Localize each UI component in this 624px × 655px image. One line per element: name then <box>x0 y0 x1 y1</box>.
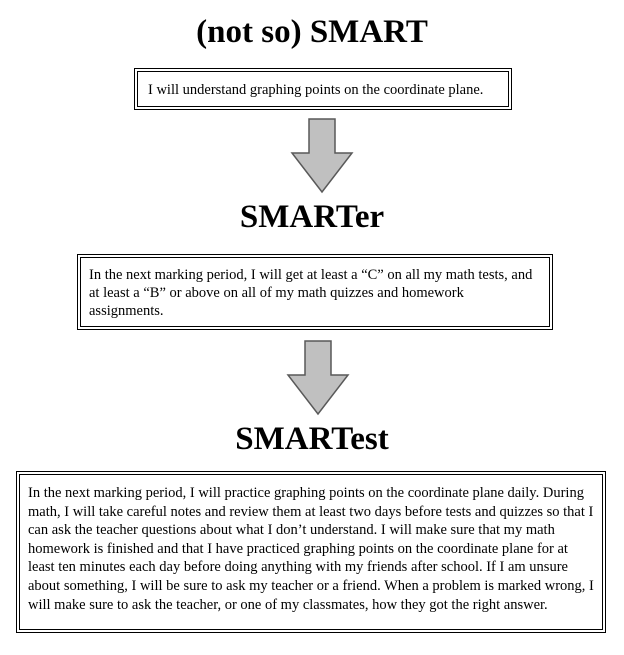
down-arrow-icon <box>286 340 350 416</box>
goal-box-smarter <box>77 254 553 330</box>
heading-smartest: SMARTest <box>235 421 389 457</box>
goal-text-not-so-smart: I will understand graphing points on the coordinate plane. <box>148 82 484 98</box>
goal-text-smarter: In the next marking period, I will get at least a “C” on all my math tests, and at least a “B” or above on all of my math quizzes and homework assignments. <box>89 267 533 319</box>
goal-text-smartest: In the next marking period, I will practice graphing points on the coordinate plane daily. During math, I will take careful notes and review them at least two days before tests and quizzes so that I can ask the teacher questions about what I don’t understand. I will make sure that my math homework is finished and that I have practiced graphing points on the coordinate plane for at least ten minutes each day before doing anything with my friends after school. If I am unsure about something, I will be sure to ask my teacher or a friend. When a problem is marked wrong, I will make sure to ask the teacher, or one of my classmates, how they got the right answer. <box>28 485 594 613</box>
goal-box-smartest <box>16 471 606 633</box>
heading-smarter: SMARTer <box>239 199 385 235</box>
goal-box-not-so-smart <box>134 68 512 110</box>
heading-not-so-smart: (not so) SMART <box>196 14 428 50</box>
down-arrow-icon <box>290 118 354 194</box>
